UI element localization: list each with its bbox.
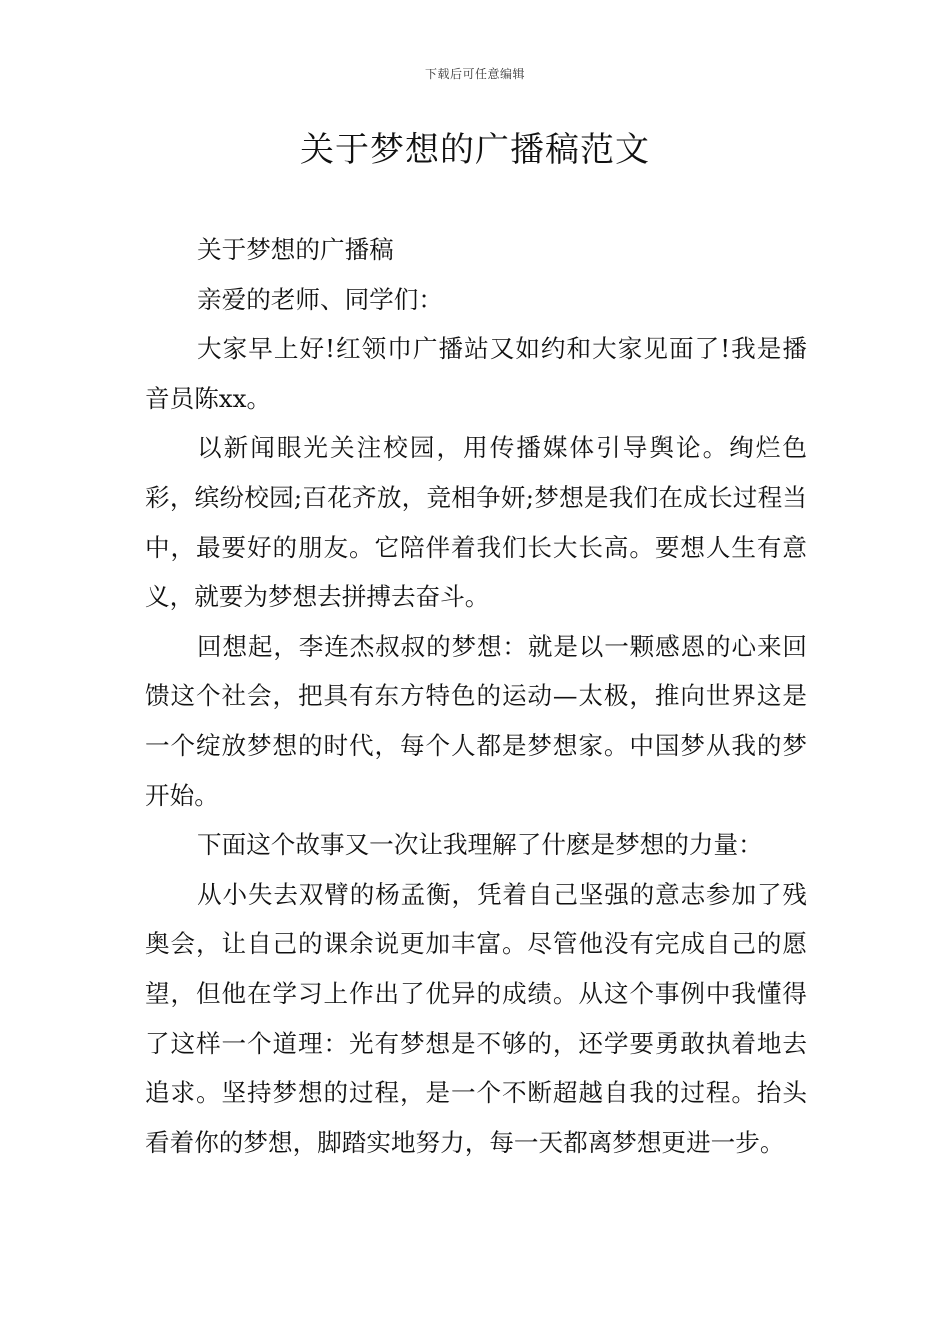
paragraph: 以新闻眼光关注校园，用传播媒体引导舆论。绚烂色彩，缤纷校园;百花齐放，竞相争妍;梦想是我们在成长过程当中，最要好的朋友。它陪伴着我们长大长高。要想人生有意义，就要为梦想去拼搏去奋斗。 [145, 433, 807, 612]
document-body [145, 225, 807, 1167]
paragraph: 回想起，李连杰叔叔的梦想：就是以一颗感恩的心来回馈这个社会，把具有东方特色的运动—太极，推向世界这是一个绽放梦想的时代，每个人都是梦想家。中国梦从我的梦开始。 [145, 631, 807, 810]
paragraph-subtitle: 关于梦想的广播稿 [197, 235, 394, 264]
paragraph-greeting: 亲爱的老师、同学们： [197, 284, 443, 314]
paragraph: 从小失去双臂的杨孟衡，凭着自己坚强的意志参加了残奥会，让自己的课余说更加丰富。尽管他没有完成自己的愿望，但他在学习上作出了优异的成绩。从这个事例中我懂得了这样一个道理：光有梦想是不够的，还学要勇敢执着地去追求。坚持梦想的过程，是一个不断超越自我的过程。抬头看着你的梦想，脚踏实地努力，每一天都离梦想更进一步。 [145, 879, 807, 1157]
document-title: 关于梦想的广播稿范文 [300, 130, 650, 170]
paragraph: 大家早上好!红领巾广播站又如约和大家见面了!我是播音员陈xx。 [145, 334, 807, 413]
paragraph: 下面这个故事又一次让我理解了什麽是梦想的力量： [197, 830, 763, 860]
header-note: 下载后可任意编辑 [424, 67, 525, 81]
